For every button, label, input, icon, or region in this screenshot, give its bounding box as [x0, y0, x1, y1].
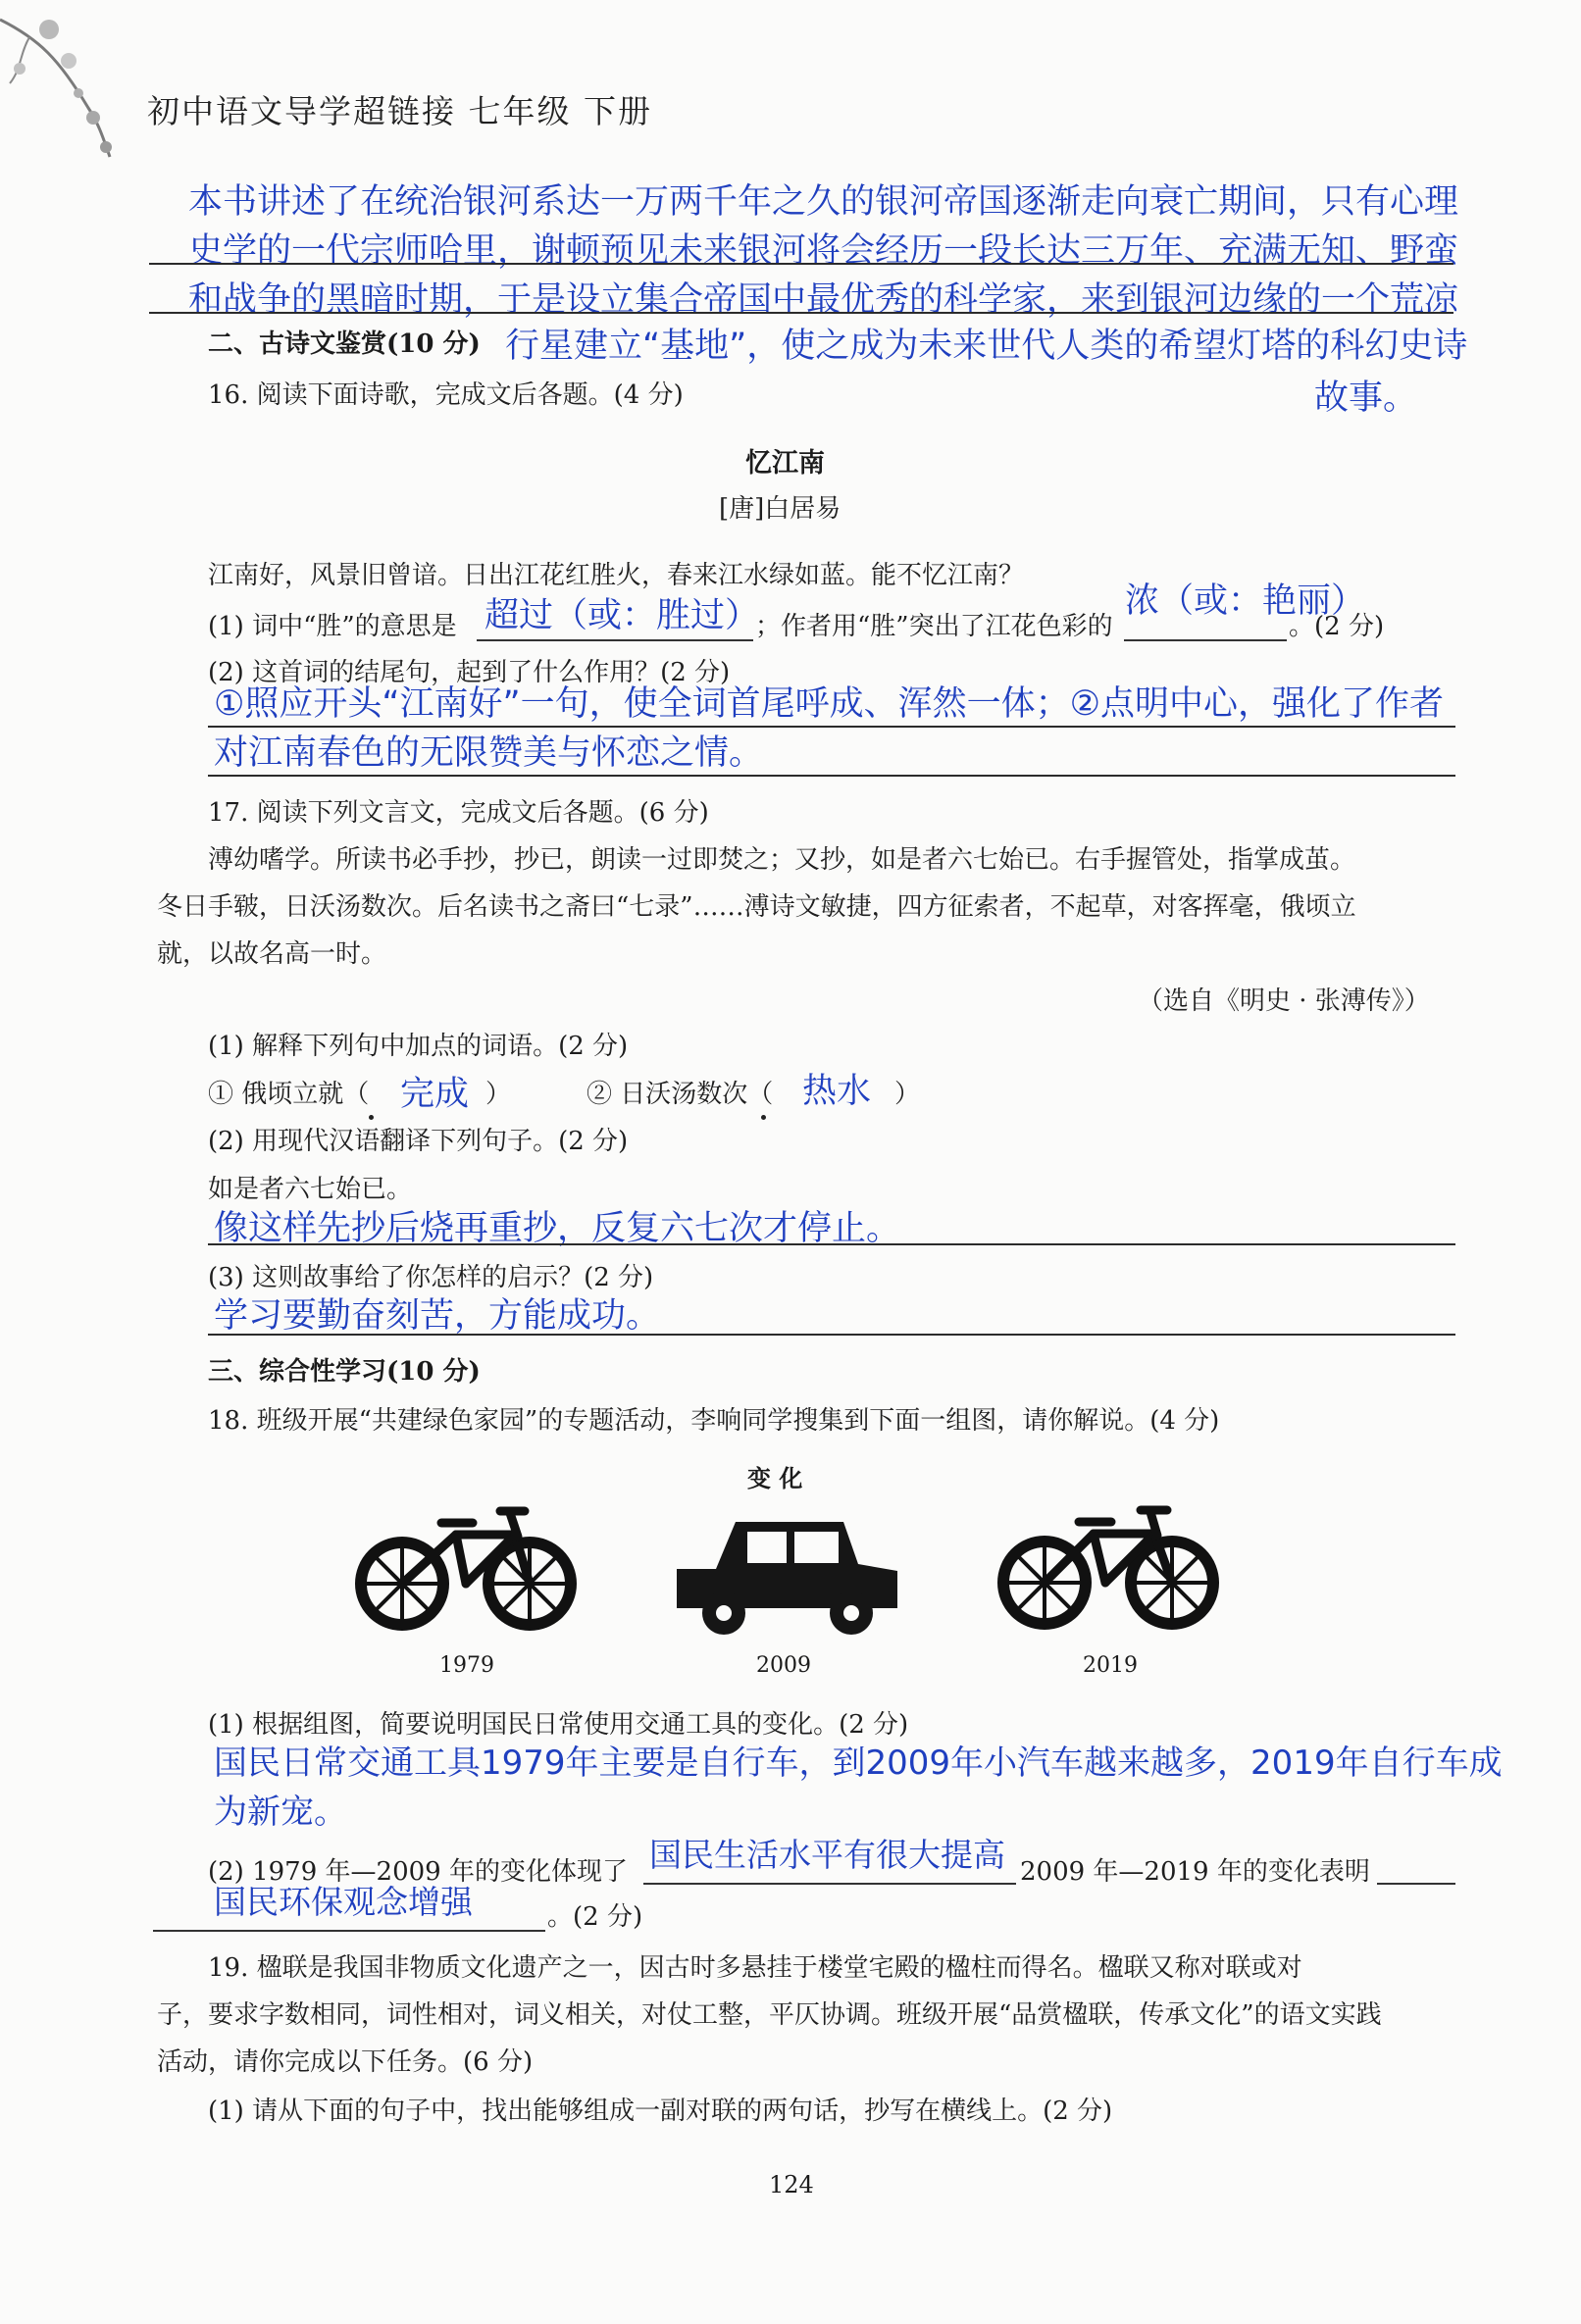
emphasis-dot: [761, 1115, 766, 1120]
q18-sub1-answer-1: 国民日常交通工具1979年主要是自行车，到2009年小汽车越来越多，2019年自行车成: [214, 1743, 1503, 1783]
q17-sub2-answer: 像这样先抄后烧再重抄，反复六七次才停止。: [214, 1209, 901, 1248]
q17-item1-a: ① 俄顷立就（: [208, 1080, 370, 1109]
q18-sub2-answer-1: 国民生活水平有很大提高: [649, 1836, 1005, 1874]
q17-item1-b: ）: [485, 1080, 512, 1109]
q15-answer-line-5: 故事。: [1314, 379, 1418, 418]
q17-source: （选自《明史 · 张溥传》）: [1138, 986, 1430, 1016]
q17-sub2: (2) 用现代汉语翻译下列句子。(2 分): [208, 1127, 629, 1156]
q15-answer-line-4: 行星建立“基地”，使之成为未来世代人类的希望灯塔的科幻史诗: [505, 327, 1468, 366]
q16-sub2-answer-1: ①照应开头“江南好”一句，使全词首尾呼成、浑然一体；②点明中心，强化了作者: [214, 684, 1445, 724]
emphasis-dot: [369, 1115, 374, 1120]
bicycle-icon: [995, 1492, 1221, 1632]
answer-line: [208, 775, 1455, 777]
section-3-heading: 三、综合性学习(10 分): [208, 1357, 481, 1387]
q17-item2-a: ② 日沃汤数次（: [586, 1080, 774, 1109]
year-label: 2009: [756, 1653, 811, 1678]
answer-line: [149, 312, 1454, 314]
answer-line: [208, 1243, 1455, 1245]
bicycle-icon: [353, 1495, 579, 1633]
book-header-title: 初中语文导学超链接 七年级 下册: [147, 92, 652, 130]
year-label: 2019: [1083, 1653, 1138, 1678]
q18-stem: 18. 班级开展“共建绿色家园”的专题活动，李响同学搜集到下面一组图，请你解说。(4 分): [208, 1406, 1220, 1436]
q18-sub1-answer-2: 为新宠。: [214, 1793, 347, 1832]
q17-item2-b: ）: [894, 1080, 921, 1109]
q16-stem: 16. 阅读下面诗歌，完成文后各题。(4 分): [208, 380, 684, 410]
answer-blank: [1124, 639, 1287, 641]
poem-title: 忆江南: [745, 448, 825, 479]
poem-author: [唐]白居易: [719, 494, 842, 524]
q18-sub2-answer-2: 国民环保观念增强: [214, 1883, 473, 1921]
answer-line: [149, 263, 1454, 265]
answer-blank: [643, 1883, 1016, 1885]
q16-sub1-answer-1: 超过（或：胜过）: [484, 596, 760, 635]
section-2-heading: 二、古诗文鉴赏(10 分): [208, 329, 481, 359]
q19-text-line-2: 子，要求字数相同，词性相对，词义相关，对仗工整，平仄协调。班级开展“品赏楹联，传承文化”的语文实践: [157, 2000, 1382, 2030]
q18-sub2-c: 。(2 分): [547, 1902, 643, 1932]
q16-sub2-answer-2: 对江南春色的无限赞美与怀恋之情。: [214, 733, 764, 773]
q15-answer-line-1: 本书讲述了在统治银河系达一万两千年之久的银河帝国逐渐走向衰亡期间，只有心理: [188, 182, 1459, 222]
year-label: 1979: [439, 1653, 494, 1678]
q19-text-line-1: 19. 楹联是我国非物质文化遗产之一，因古时多悬挂于楼堂宅殿的楹柱而得名。楹联又称对联或对: [208, 1953, 1302, 1983]
q17-text-line-2: 冬日手皲，日沃汤数次。后名读书之斋曰“七录”……溥诗文敏捷，四方征索者，不起草，对客挥毫，俄顷立: [157, 892, 1356, 922]
q19-sub1: (1) 请从下面的句子中，找出能够组成一副对联的两句话，抄写在横线上。(2 分): [208, 2097, 1113, 2126]
q18-sub1: (1) 根据组图，简要说明国民日常使用交通工具的变化。(2 分): [208, 1710, 909, 1740]
poem-text: 江南好，风景旧曾谙。日出江花红胜火，春来江水绿如蓝。能不忆江南？: [208, 561, 1025, 590]
answer-blank: [153, 1930, 545, 1932]
q17-sub1: (1) 解释下列句中加点的词语。(2 分): [208, 1032, 629, 1061]
q16-sub1-b: ；作者用“胜”突出了江花色彩的: [755, 612, 1113, 641]
answer-line: [208, 1334, 1455, 1336]
q16-sub2: (2) 这首词的结尾句，起到了什么作用？(2 分): [208, 658, 731, 687]
blossom-decoration-icon: [0, 0, 147, 186]
q17-text-line-1: 溥幼嗜学。所读书必手抄，抄已，朗读一过即焚之；又抄，如是者六七始已。右手握管处，指掌成茧。: [208, 845, 1356, 875]
q18-sub2-b: 2009 年—2019 年的变化表明: [1020, 1857, 1370, 1887]
q17-item1-answer: 完成: [400, 1075, 470, 1114]
q17-stem: 17. 阅读下列文言文，完成文后各题。(6 分): [208, 798, 709, 828]
figure-title: 变 化: [747, 1464, 803, 1492]
q16-sub1-a: (1) 词中“胜”的意思是: [208, 612, 457, 641]
q15-answer-line-2: 史学的一代宗师哈里，谢顿预见未来银河将会经历一段长达三万年、充满无知、野蛮: [188, 231, 1459, 271]
answer-blank: [477, 639, 753, 641]
q18-sub2-a: (2) 1979 年—2009 年的变化体现了: [208, 1857, 628, 1887]
answer-blank: [1377, 1883, 1455, 1885]
q17-sub3: (3) 这则故事给了你怎样的启示？(2 分): [208, 1263, 654, 1292]
q17-sentence: 如是者六七始已。: [208, 1175, 413, 1204]
q17-item2-answer: 热水: [802, 1072, 872, 1111]
q16-sub1-answer-2: 浓（或：艳丽）: [1125, 581, 1366, 621]
q17-text-line-3: 就，以故名高一时。: [157, 939, 387, 969]
q15-answer-line-3: 和战争的黑暗时期，于是设立集合帝国中最优秀的科学家，来到银河边缘的一个荒凉: [188, 280, 1459, 320]
q19-text-line-3: 活动，请你完成以下任务。(6 分): [157, 2047, 534, 2077]
page-number: 124: [769, 2171, 814, 2198]
car-icon: [667, 1510, 907, 1638]
q16-sub1-c: 。(2 分): [1289, 612, 1385, 641]
q17-sub3-answer: 学习要勤奋刻苦，方能成功。: [214, 1296, 661, 1336]
